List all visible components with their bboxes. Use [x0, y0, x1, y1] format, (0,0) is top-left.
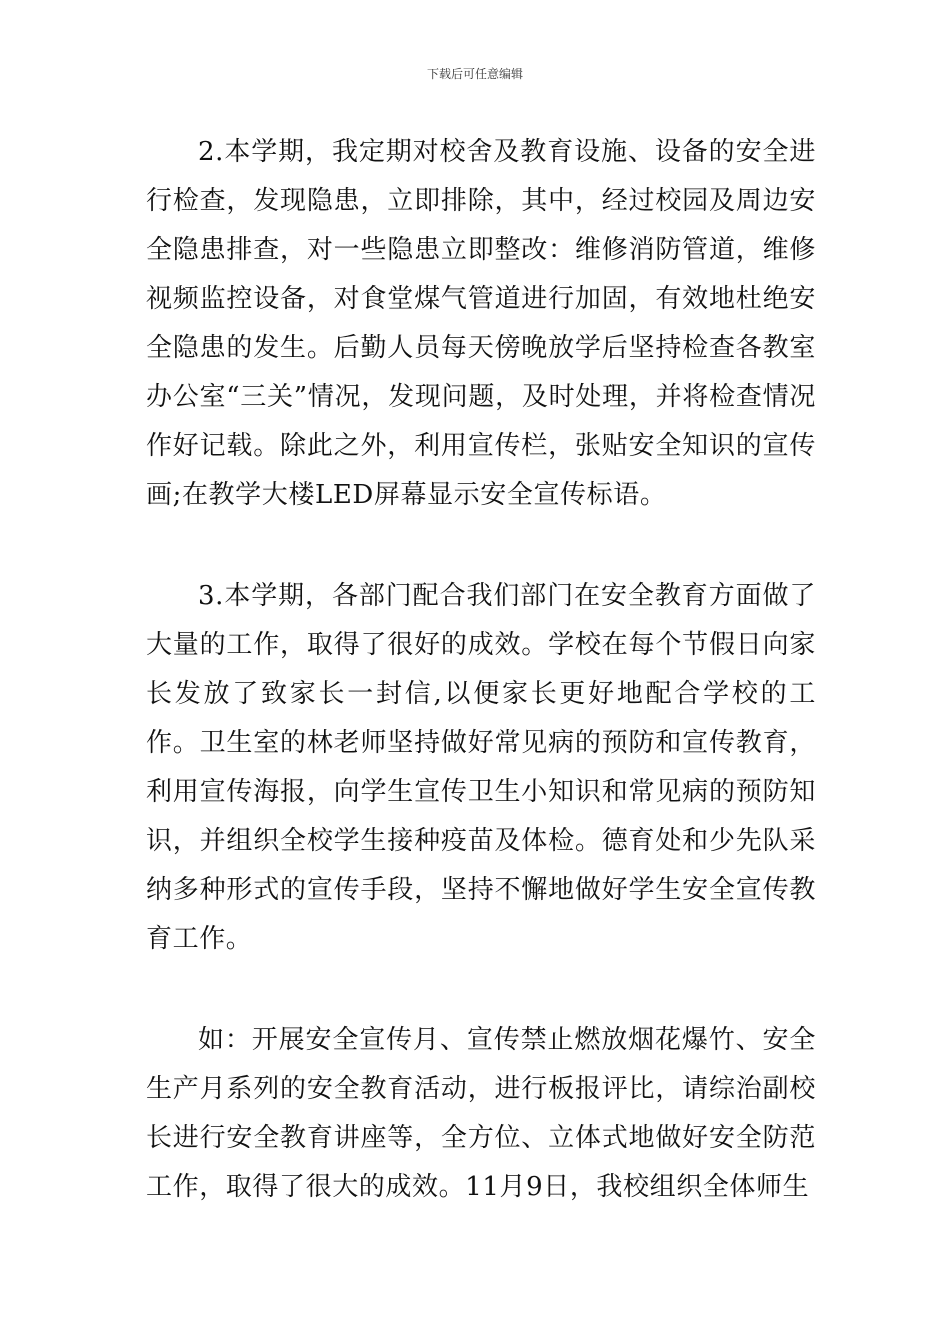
paragraph-3: 3.本学期，各部门配合我们部门在安全教育方面做了大量的工作，取得了很好的成效。学校在每个节假日向家长发放了致家长一封信,以便家长更好地配合学校的工作。卫生室的林老师坚持做好常见病的预防和宣传教育，利用宣传海报，向学生宣传卫生小知识和常见病的预防知识，并组织全校学生接种疫苗及体检。德育处和少先队采纳多种形式的宣传手段，坚持不懈地做好学生安全宣传教育工作。: [146, 581, 816, 954]
paragraph-2: 2.本学期，我定期对校舍及教育设施、设备的安全进行检查，发现隐患，立即排除，其中，经过校园及周边安全隐患排查，对一些隐患立即整改：维修消防管道，维修视频监控设备，对食堂煤气管道进行加固，有效地杜绝安全隐患的发生。后勤人员每天傍晚放学后坚持检查各教室办公室“三关”情况，发现问题，及时处理，并将检查情况作好记载。除此之外，利用宣传栏，张贴安全知识的宣传画;在教学大楼LED屏幕显示安全宣传标语。: [146, 137, 816, 510]
page-header-note: 下载后可任意编辑: [426, 67, 523, 81]
document-body: [146, 128, 816, 1264]
paragraph-example: 如：开展安全宣传月、宣传禁止燃放烟花爆竹、安全生产月系列的安全教育活动，进行板报评比，请综治副校长进行安全教育讲座等，全方位、立体式地做好安全防范工作，取得了很大的成效。11月9日，我校组织全体师生: [146, 1025, 816, 1202]
